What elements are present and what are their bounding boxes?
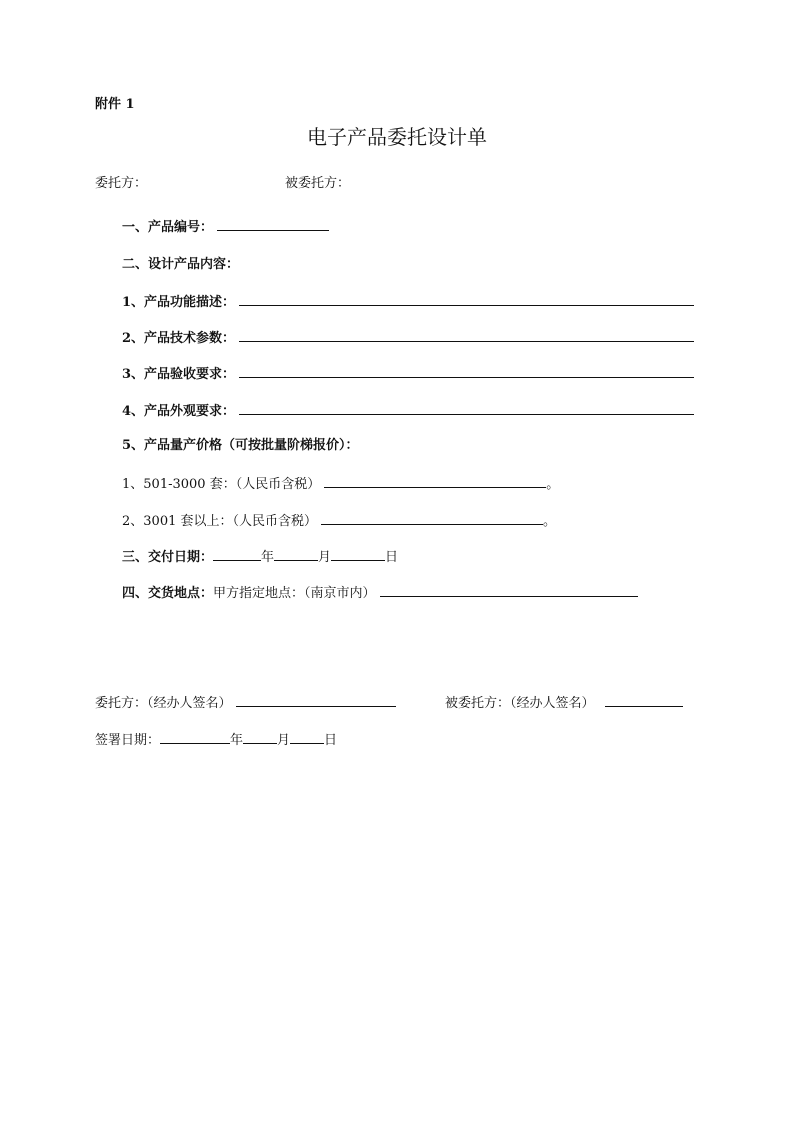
- acceptance-requirements-row: [122, 364, 694, 384]
- tech-params-field[interactable]: [239, 328, 694, 342]
- delivery-location-field[interactable]: [380, 583, 638, 597]
- client-label: 委托方：: [95, 176, 148, 191]
- function-description-label: 1、产品功能描述：: [122, 295, 236, 310]
- year-label: 年: [261, 550, 275, 565]
- price-tier-label: 1、501-3000 套：（人民币含税）: [122, 477, 321, 492]
- delivery-date-label: 三、交付日期：: [122, 550, 214, 565]
- price-tier-field[interactable]: [321, 511, 543, 525]
- signing-date-label: 签署日期：: [95, 733, 161, 748]
- acceptance-requirements-field[interactable]: [239, 364, 694, 378]
- product-number-label: 一、产品编号：: [122, 220, 214, 235]
- product-number-field[interactable]: [217, 217, 329, 231]
- day-label: 日: [324, 733, 338, 748]
- function-description-row: [122, 292, 694, 312]
- design-content-heading: 二、设计产品内容：: [122, 257, 240, 272]
- contractor-signature-label: 被委托方：（经办人签名）: [445, 696, 595, 711]
- tech-params-row: [122, 328, 694, 348]
- month-label: 月: [277, 733, 291, 748]
- price-tier-label: 2、3001 套以上：（人民币含税）: [122, 514, 317, 529]
- delivery-year-field[interactable]: [213, 547, 261, 561]
- signing-day-field[interactable]: [290, 730, 324, 744]
- appearance-requirements-row: [122, 401, 694, 421]
- acceptance-requirements-label: 3、产品验收要求：: [122, 367, 236, 382]
- delivery-month-field[interactable]: [274, 547, 318, 561]
- price-tier-row: [122, 511, 556, 531]
- signing-date-row: [95, 730, 337, 750]
- contractor-signature-field[interactable]: [605, 693, 683, 707]
- client-signature-field[interactable]: [236, 693, 396, 707]
- page-title: 电子产品委托设计单: [307, 125, 487, 149]
- price-tier-end: 。: [546, 477, 560, 492]
- price-tier-row: [122, 474, 559, 494]
- year-label: 年: [230, 733, 244, 748]
- tech-params-label: 2、产品技术参数：: [122, 331, 236, 346]
- signing-year-field[interactable]: [160, 730, 230, 744]
- signing-month-field[interactable]: [243, 730, 277, 744]
- delivery-location-row: [122, 583, 638, 603]
- mass-production-price-heading: 5、产品量产价格（可按批量阶梯报价）：: [122, 438, 359, 453]
- day-label: 日: [385, 550, 399, 565]
- contractor-label: 被委托方：: [285, 176, 351, 191]
- delivery-location-text: 甲方指定地点：（南京市内）: [213, 586, 376, 601]
- delivery-day-field[interactable]: [331, 547, 385, 561]
- client-signature-label: 委托方：（经办人签名）: [95, 696, 232, 711]
- appearance-requirements-field[interactable]: [239, 401, 694, 415]
- contractor-signature-row: [445, 693, 683, 713]
- month-label: 月: [318, 550, 332, 565]
- client-signature-row: [95, 693, 396, 713]
- delivery-date-row: [122, 547, 398, 567]
- appearance-requirements-label: 4、产品外观要求：: [122, 404, 236, 419]
- price-tier-field[interactable]: [324, 474, 546, 488]
- attachment-label: 附件 1: [95, 97, 135, 112]
- price-tier-end: 。: [543, 514, 557, 529]
- function-description-field[interactable]: [239, 292, 694, 306]
- product-number-row: [122, 217, 329, 237]
- delivery-location-label: 四、交货地点：: [122, 586, 214, 601]
